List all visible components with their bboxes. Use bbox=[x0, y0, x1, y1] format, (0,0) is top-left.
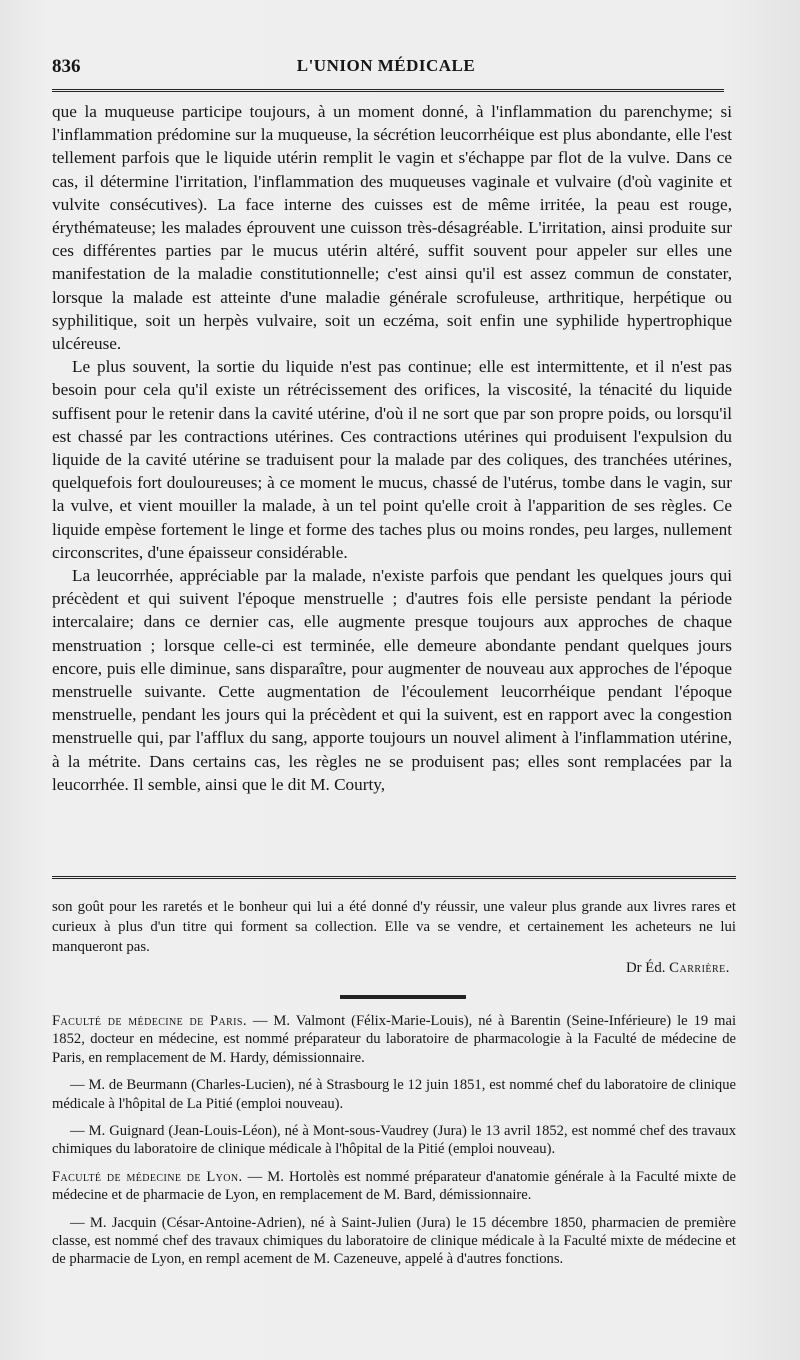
running-title: L'UNION MÉDICALE bbox=[296, 56, 476, 75]
news-text: — M. Valmont (Félix-Marie-Louis), né à Barentin (Seine-Inférieure) le 19 mai 1852, docteur en médecine, est nommé préparateur du laboratoire de pharmacologie à la Faculté de médecine de Paris, en remplacement de M. Hardy, démissionnaire. bbox=[52, 1013, 737, 1066]
news-item bbox=[52, 1012, 736, 1067]
header-rule bbox=[52, 89, 724, 92]
news-lead: Faculté de médecine de Lyon. bbox=[52, 1168, 243, 1185]
body-paragraph: La leucorrhée, appréciable par la malade, n'existe parfois que pendant les quelques jours qui précèdent et qui suivent l'époque menstruelle ; d'autres fois elle persiste pendant la période intercalaire; dans ce dernier cas, elle augmente presque toujours aux approches de chaque menstruation ; lorsque celle-ci est terminée, elle demeure abondante pendant quelques jours encore, puis elle diminue, sans disparaître, pour augmenter de nouveau aux approches de l'époque menstruelle suivante. Cette augmentation de l'écoulement leucorrhéique pendant l'époque menstruelle, pendant les jours qui la précèdent et qui la suivent, est en rapport avec la congestion menstruelle qui, par l'afflux du sang, apporte toujours un nouvel aliment à l'inflammation utérine, à la métrite. Dans certains cas, les règles ne se produisent pas; elles sont remplacées par la leucorrhée. Il semble, ainsi que le dit M. Courty, bbox=[52, 566, 732, 794]
news-lead: Faculté de médecine de Paris. bbox=[52, 1013, 247, 1029]
body-paragraph: Le plus souvent, la sortie du liquide n'est pas continue; elle est intermittente, et il n'est pas besoin pour cela qu'il existe un rétrécissement des orifices, la viscosité, la ténacité du liquide suffisent pour le retenir dans la cavité utérine, d'où il ne sort que par son propre poids, ou lorsqu'il est chassé par les contractions utérines. Ces contractions utérines qui produisent l'expulsion du liquide de la cavité utérine se traduisent pour la malade par des coliques, des tranchées utérines, quelquefois fort douloureuses; à ce moment le mucus, chassé de l'utérus, tombe dans le vagin, sur la vulve, et vient mouiller la malade, à un tel point qu'elle croit à l'apparition de ses règles. Ce liquide empèse fortement le linge et forme des taches plus ou moins rondes, peu larges, nullement circonscrites, d'une épaisseur considérable. bbox=[52, 357, 732, 562]
signature-name: Carrière. bbox=[669, 960, 730, 977]
page-number: 836 bbox=[52, 56, 81, 77]
article-body bbox=[52, 100, 732, 796]
feuilleton-rule bbox=[52, 876, 736, 879]
news-item bbox=[52, 1168, 736, 1205]
news-item bbox=[52, 1122, 736, 1159]
news-item bbox=[52, 1076, 736, 1113]
news-text: — M. Hortolès est nommé préparateur d'anatomie générale à la Faculté mixte de médecine et de pharmacie de Lyon, en remplacement de M. Bard, démissionnaire. bbox=[52, 1168, 736, 1204]
signature-prefix: Dr Éd. bbox=[625, 960, 666, 977]
body-paragraph: que la muqueuse participe toujours, à un moment donné, à l'inflammation du parenchyme; si l'inflammation prédomine sur la muqueuse, la sécrétion leucorrhéique est plus abondante, elle l'est tellement parfois que le liquide utérin remplit le vagin et s'échappe par flot de la vulve. Dans ce cas, il détermine l'irritation, l'inflammation des muqueuses vaginale et vulvaire (d'où vaginite et vulvite consécutives). La face interne des cuisses est de même irritée, la peau est rouge, érythémateuse; les malades éprouvent une cuisson très-désagréable. L'irritation, ainsi produite sur ces différentes parties par le mucus utérin altéré, suffit souvent pour appeler sur elles une manifestation de la maladie constitutionnelle; c'est ainsi qu'il est assez commun de constater, lorsque la malade est atteinte d'une maladie générale scrofuleuse, arthritique, herpétique ou syphilitique, soit un herpès vulvaire, soit un eczéma, soit enfin une syphilide hypertrophique ulcéreuse. bbox=[52, 102, 732, 354]
news-section bbox=[52, 1012, 736, 1278]
page-header bbox=[52, 56, 720, 82]
feuilleton-text: son goût pour les raretés et le bonheur qui lui a été donné d'y réussir, une valeur plus grande aux livres rares et curieux à plus d'un titre qui forment sa collection. Elle va se vendre, et certainement les acheteurs ne lui manqueront pas. bbox=[52, 899, 736, 955]
news-text: — M. Guignard (Jean-Louis-Léon), né à Mont-sous-Vaudrey (Jura) le 13 avril 1852, est nommé chef des travaux chimiques du laboratoire de clinique médicale à l'hôpital de la Pitié (emploi nouveau). bbox=[52, 1123, 736, 1158]
news-text: — M. de Beurmann (Charles-Lucien), né à Strasbourg le 12 juin 1851, est nommé chef du laboratoire de clinique médicale à l'hôpital de La Pitié (emploi nouveau). bbox=[52, 1077, 736, 1112]
signature bbox=[52, 959, 736, 979]
feuilleton bbox=[52, 898, 736, 979]
news-item bbox=[52, 1214, 736, 1269]
news-text: — M. Jacquin (César-Antoine-Adrien), né à Saint-Julien (Jura) le 15 décembre 1850, pharmacien de première classe, est nommé chef des travaux chimiques du laboratoire de clinique médicale à la Faculté mixte de médecine et de pharmacie de Lyon, en rempl acement de M. Cazeneuve, appelé à d'autres fonctions. bbox=[52, 1214, 736, 1268]
section-separator bbox=[340, 995, 466, 999]
